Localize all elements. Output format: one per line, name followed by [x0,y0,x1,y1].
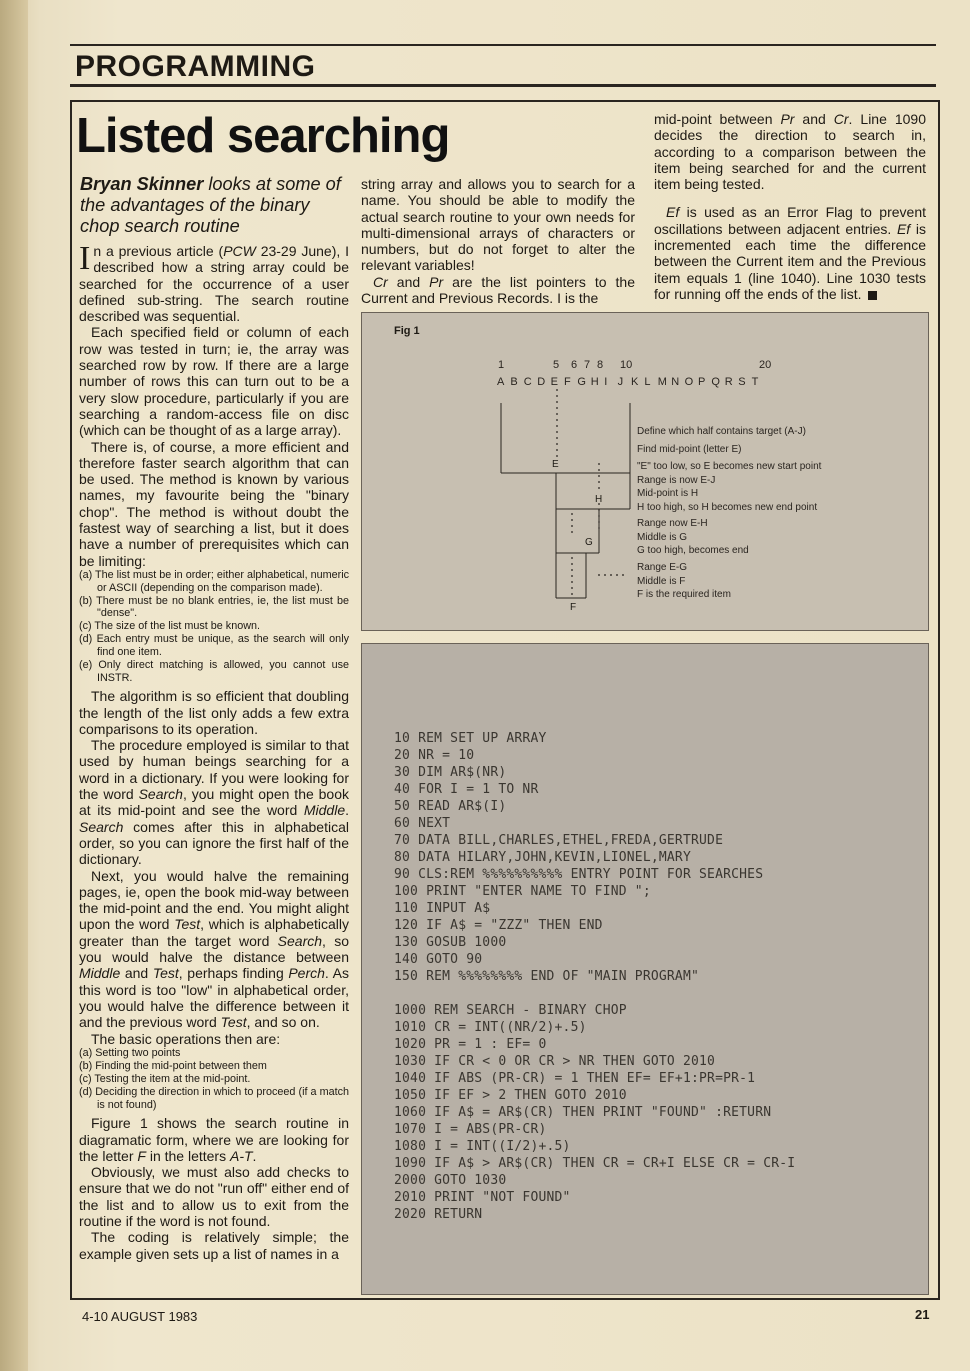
column-1 [79,240,350,1262]
letter-h: H [590,376,599,388]
paragraph-1: string array and allows you to search for a name. You should be able to modify the actual search routine to your own needs for multi-dimensional arrays of characters or numbers, but do not forget to alter the relevant variables! [361,176,635,274]
standfirst-text: looks at some of the advantages of the binary chop search routine [80,174,341,236]
letter-g: G [577,376,586,388]
paragraph-3: There is, of course, a more efficient and therefore faster search algorithm that can be used. The method is known by various names, my favourite being the "binary chop". The method is without doubt the fastest way of searching a list, but it does have a number of prerequisites which can be limiting: [79,438,349,569]
article-box-bottom [70,1298,940,1300]
paragraph-1: In a previous article (PCW 23-29 June), I described how a string array could be searched for the occurrence of a user defined sub-string. The search routine described was sequential. [79,240,349,325]
marker-h: H [595,494,603,505]
paragraph-2: Ef is used as an Error Flag to prevent oscillations between adjacent entries. Ef is incremented each time the difference between the Current item and the Previous item equals 1 (line 1040). Line 1030 tests for running off the ends of the list. [654,204,926,302]
paragraph-1: mid-point between Pr and Cr. Line 1090 decides the direction to search in, according to a comparison between the item being searched for and the current item being tested. [654,111,926,193]
position-number: 8 [597,359,604,371]
top-rule [70,44,936,46]
annotation: Range is now E-J [637,474,716,486]
letter-k: K [631,376,639,388]
prerequisite-list [79,569,349,684]
annotation: "E" too low, so E becomes new start point [637,461,822,472]
list-item: (c) Testing the item at the mid-point. [79,1073,251,1085]
annotation: Range E-G [637,562,688,573]
letter-b: B [510,376,518,388]
letter-n: N [671,376,680,388]
paragraph-7: The basic operations then are: [91,1030,281,1047]
article-box-right [938,100,940,1300]
marker-f: F [570,602,577,613]
position-number: 10 [620,359,633,371]
position-number: 6 [571,359,578,371]
letter-j: J [617,376,624,388]
letter-o: O [684,376,694,388]
paragraph-6: Next, you would halve the remaining pages, ie, open the book mid-way between the mid-point and the end. You might alight upon the word Test, which is alphabetically greater than the target word Search, so you would halve the distance between Middle and Test, perhaps finding Perch. As this word is too "low" in alphabetical order, you would halve the difference between it and the previous word Test, and so on. [79,867,349,1031]
column-2 [361,176,635,306]
paragraph-9: Obviously, we must also add checks to ensure that we do not "run off" either end of the list and to allow us to exit from the routine if the word is not found. [79,1164,349,1230]
annotation: Middle is G [637,531,688,543]
operations-list [79,1047,349,1111]
letter-f: F [564,376,571,388]
figure-label: Fig 1 [394,325,420,337]
code-listing-panel [361,643,929,1295]
list-item: (c) The size of the list must be known. [79,620,261,633]
letter-p: P [698,376,706,388]
paragraph-4: The algorithm is so efficient that doubling the length of the list only adds a few extra comparisons to its operation. [79,688,349,737]
list-item: (d) Deciding the direction in which to proceed (if a match is not found) [79,1086,349,1111]
letter-r: R [724,376,733,388]
drop-cap: I [79,240,91,277]
paragraph-10: The coding is relatively simple; the example given sets up a list of names in a [79,1229,349,1262]
author-name: Bryan Skinner [80,174,204,194]
annotation: Middle is F [637,575,686,587]
marker-e: E [552,459,559,470]
paragraph-5: The procedure employed is similar to that used by human beings searching for a word in a dictionary. If you were looking for the word Search, you might open the book at its mid-point and see the word Middle. Search comes after this in alphabetical order, so you can ignore the first half of the dictionary. [79,737,350,868]
annotation: Define which half contains target (A-J) [637,426,806,437]
section-rule [70,84,936,87]
list-item: (d) Each entry must be unique, as the search will only find one item. [79,633,349,658]
annotation: Mid-point is H [637,488,699,499]
code-listing: 10 REM SET UP ARRAY 20 NR = 10 30 DIM AR$(NR) 40 FOR I = 1 TO NR 50 READ AR$(I) 60 NEXT 70 DATA BILL,CHARLES,ETHEL,FREDA,GERTRUDE 80 DATA HILARY,JOHN,KEVIN,LIONEL,MARY 90 CLS:REM %%%%%%%%%% ENTRY POINT FOR SEARCHES 100 PRINT "ENTER NAME TO FIND "; 110 INPUT A$ 120 IF A$ = "ZZZ" THEN END 130 GOSUB 1000 140 GOTO 90 150 REM %%%%%%%% END OF "MAIN PROGRAM" 1000 REM SEARCH - BINARY CHOP 1010 CR = INT((NR/2)+.5) 1020 PR = 1 : EF= 0 1030 IF CR < 0 OR CR > NR THEN GOTO 2010 1040 IF ABS (PR-CR) = 1 THEN EF= EF+1:PR=PR-1 1050 IF EF > 2 THEN GOTO 2010 1060 IF A$ = AR$(CR) THEN PRINT "FOUND" :RETURN 1070 I = ABS(PR-CR) 1080 I = INT((I/2)+.5) 1090 IF A$ > AR$(CR) THEN CR = CR+I ELSE CR = CR-I 2000 GOTO 1030 2010 PRINT "NOT FOUND" 2020 RETURN [394,731,796,1222]
page-number: 21 [915,1307,930,1322]
letter-e: E [550,376,558,388]
letter-q: Q [711,376,720,388]
position-number: 5 [553,359,560,371]
letter-i: I [604,376,608,388]
letter-d: D [537,376,546,388]
annotation: H too high, so H becomes new end point [637,501,818,513]
letter-m: M [657,376,667,388]
annotation: G too high, becomes end [637,545,749,556]
list-item: (b) Finding the mid-point between them [79,1059,267,1072]
end-mark-icon [868,291,877,300]
list-item: (b) There must be no blank entries, ie, the list must be "dense". [79,594,349,620]
marker-g: G [585,537,593,548]
article-headline: Listed searching [76,109,450,163]
letter-s: S [738,376,746,388]
issue-date: 4-10 AUGUST 1983 [82,1309,198,1324]
paragraph-2: Each specified field or column of each row was tested in turn; ie, the array was searched row by row. If there are a large number of rows this can turn out to be a very slow procedure, particularly if you are searching a random-access file on disc (which can be thought of as a large array). [79,324,349,439]
list-item: (a) The list must be in order; either alphabetical, numeric or ASCII (depending on the comparison made). [79,568,349,594]
list-item: (a) Setting two points [79,1046,181,1059]
paragraph-2: Cr and Pr are the list pointers to the Current and Previous Records. I is the [361,273,635,307]
position-number: 20 [759,359,772,371]
column-3 [654,111,926,302]
article-box-left [70,100,72,1300]
article-box-top [70,100,940,102]
list-item: (e) Only direct matching is allowed, you cannot use INSTR. [79,659,349,684]
letter-l: L [644,376,651,388]
annotation: Find mid-point (letter E) [637,444,742,455]
annotation: Range now E-H [637,518,708,529]
letter-t: T [751,376,759,388]
letter-a: A [497,376,505,388]
position-number: 7 [584,359,591,371]
position-number: 1 [498,359,505,371]
figure-1 [361,312,929,631]
paragraph-8: Figure 1 shows the search routine in diagramatic form, where we are looking for the letter F in the letters A-T. [79,1115,349,1164]
section-heading: PROGRAMMING [75,50,316,83]
letter-c: C [523,376,532,388]
page-spine-shadow [0,0,28,1371]
standfirst [80,174,350,237]
annotation: F is the required item [637,589,731,600]
